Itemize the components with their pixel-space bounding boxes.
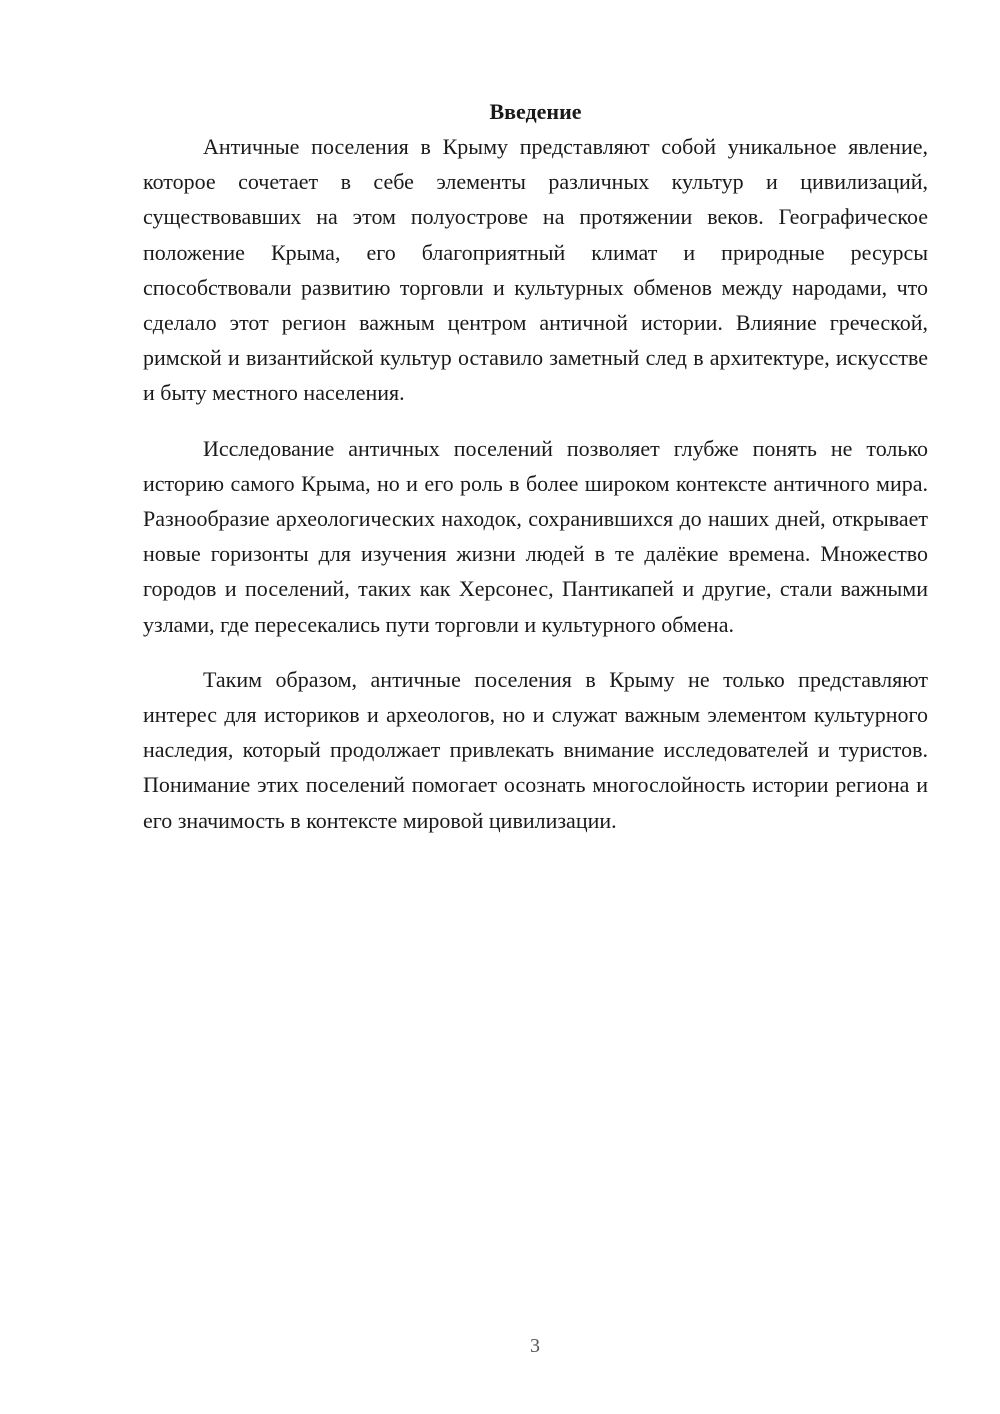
page-number: 3 [530,1335,540,1357]
paragraph-1: Античные поселения в Крыму представляют собой уникальное явление, которое сочетает в себе элементы различных культур и цивилизаций, существовавших на этом полуострове на протяжении веков. Географическое положение Крыма, его благоприятный климат и природные ресурсы способствовали развитию торговли и культурных обменов между народами, что сделало этот регион важным центром античной истории. Влияние греческой, римской и византийской культур оставило заметный след в архитектуре, искусстве и быту местного населения. [143,134,928,406]
section-heading: Введение [489,99,582,124]
paragraph-2: Исследование античных поселений позволяет глубже понять не только историю самого Крыма, но и его роль в более широком контексте античного мира. Разнообразие археологических находок, сохранившихся до наших дней, открывает новые горизонты для изучения жизни людей в те далёкие времена. Множество городов и поселений, таких как Херсонес, Пантикапей и другие, стали важными узлами, где пересекались пути торговли и культурного обмена. [143,435,928,637]
page-content [143,94,928,838]
paragraph-3: Таким образом, античные поселения в Крыму не только представляют интерес для историков и археологов, но и служат важным элементом культурного наследия, который продолжает привлекать внимание исследователей и туристов. Понимание этих поселений помогает осознать многослойность истории региона и его значимость в контексте мировой цивилизации. [143,666,928,833]
